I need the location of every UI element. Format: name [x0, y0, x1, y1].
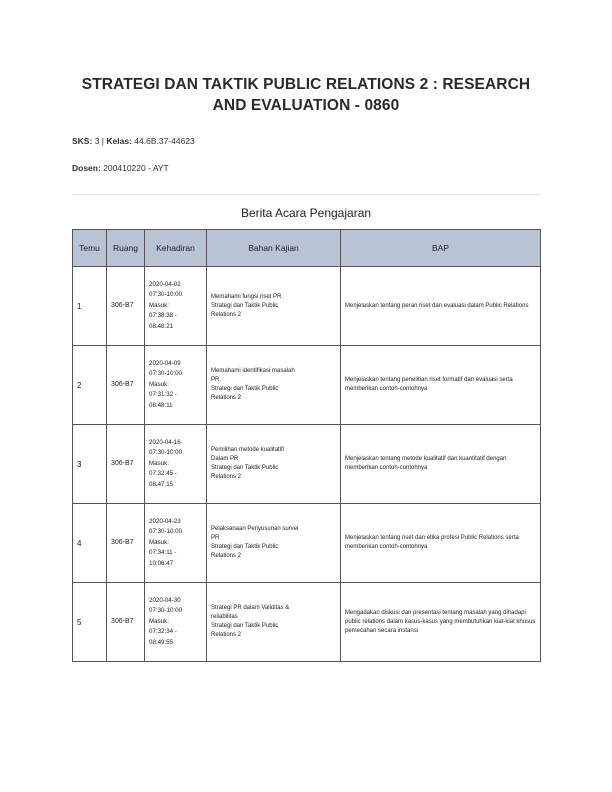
sks-value: 3	[94, 136, 100, 146]
attendance-label: Masuk:	[149, 301, 169, 309]
bap-text: Menjelaskan tentang riset dan etika profesi Public Relations serta memberikan contoh-contohnya	[345, 535, 519, 550]
cell-bahan-kajian	[207, 425, 341, 504]
bap-text: Menjelaskan tentang penelitian riset formatif dan evaluasi serta memberikan contoh-contohnya	[345, 377, 513, 392]
cell-bahan-kajian	[207, 267, 341, 346]
attendance-out: 08:48:21	[149, 322, 174, 330]
topic-line: Pelaksanaan Penyusunan survei	[211, 526, 299, 532]
attendance-out: 08:48:11	[149, 401, 173, 409]
header-ruang: Ruang	[107, 230, 145, 267]
topic-line: Dalam PR	[211, 456, 239, 462]
cell-bap	[341, 504, 541, 583]
topic-line: Pemilihan metode kualitatif/	[211, 447, 285, 453]
cell-ruang: 306-B7	[107, 583, 145, 662]
attendance-in: 07:31:32 -	[149, 391, 177, 399]
topic-line: Memahami fungsi riset PR	[211, 293, 282, 300]
course-meta	[72, 136, 540, 146]
header-bap: BAP	[341, 230, 541, 267]
attendance-date: 2020-04-16	[149, 438, 181, 446]
header-kehadiran: Kehadiran	[145, 230, 207, 267]
attendance-schedule: 07:30-10:00	[149, 370, 183, 378]
cell-kehadiran	[145, 425, 207, 504]
lecturer-meta	[72, 163, 540, 173]
attendance-out: 08:49:55	[149, 638, 174, 646]
attendance-date: 2020-04-23	[149, 517, 181, 525]
cell-bap	[341, 583, 541, 662]
attendance-out: 10:06:47	[149, 559, 174, 567]
dosen-label: Dosen:	[72, 163, 101, 173]
course-title: STRATEGI DAN TAKTIK PUBLIC RELATIONS 2 : RESEARCH AND EVALUATION - 0860	[81, 76, 531, 114]
table-header-row	[73, 230, 541, 267]
topic-line: Strategi dan Taktik Public	[211, 302, 279, 309]
attendance-out: 08:47:15	[149, 480, 174, 488]
teaching-record-table	[72, 229, 541, 662]
table-row	[73, 583, 541, 662]
topic-line: PR	[211, 377, 220, 383]
topic-line: Relations 2	[211, 395, 242, 401]
cell-kehadiran	[145, 583, 207, 662]
attendance-in: 07:32:45 -	[149, 470, 177, 478]
cell-bap	[341, 267, 541, 346]
topic-line: Strategi PR dalam Validitas &	[211, 605, 290, 611]
topic-line: Relations 2	[211, 632, 242, 638]
kelas-label: Kelas:	[106, 136, 132, 146]
table-row	[73, 425, 541, 504]
attendance-date: 2020-04-09	[149, 359, 181, 367]
topic-line: reliabilitas	[211, 614, 238, 620]
cell-ruang: 306-B7	[107, 425, 145, 504]
topic-line: Relations 2	[211, 474, 242, 480]
cell-temu: 2	[73, 346, 107, 425]
cell-temu: 4	[73, 504, 107, 583]
attendance-schedule: 07:30-10:00	[149, 607, 183, 615]
topic-line: Memahami identifikasi masalah	[211, 368, 295, 374]
table-row	[73, 504, 541, 583]
cell-ruang: 306-B7	[107, 346, 145, 425]
cell-bap	[341, 425, 541, 504]
topic-line: PR	[211, 535, 220, 541]
attendance-schedule: 07:30-10:00	[149, 528, 183, 536]
attendance-date: 2020-04-30	[149, 596, 181, 604]
cell-bahan-kajian	[207, 583, 341, 662]
attendance-schedule: 07:30-10:00	[149, 291, 183, 299]
bap-text: Menjelaskan tentang metode kualitatif dan kuantitatif dengan memberikan contoh-contohnya	[345, 456, 507, 471]
cell-ruang: 306-B7	[107, 267, 145, 346]
bap-text: Menjelaskan tentang peran riset dan evaluasi dalam Public Relations	[345, 302, 529, 309]
attendance-date: 2020-04-02	[149, 280, 181, 288]
header-temu: Temu	[73, 230, 107, 267]
cell-ruang: 306-B7	[107, 504, 145, 583]
cell-kehadiran	[145, 346, 207, 425]
topic-line: Relations 2	[211, 311, 242, 318]
attendance-label: Masuk:	[149, 380, 169, 388]
cell-bahan-kajian	[207, 346, 341, 425]
dosen-value: 200410220 - AYT	[103, 163, 169, 173]
header-bahan-kajian: Bahan Kajian	[207, 230, 341, 267]
attendance-label: Masuk:	[149, 459, 169, 467]
divider	[72, 194, 540, 195]
topic-line: Relations 2	[211, 553, 242, 559]
topic-line: Strategi dan Taktik Public	[211, 386, 279, 392]
attendance-in: 07:38:38 -	[149, 312, 177, 320]
topic-line: Strategi dan Taktik Public	[211, 623, 279, 629]
cell-temu: 5	[73, 583, 107, 662]
cell-temu: 3	[73, 425, 107, 504]
cell-kehadiran	[145, 267, 207, 346]
table-row	[73, 267, 541, 346]
section-title: Berita Acara Pengajaran	[240, 206, 372, 220]
attendance-label: Masuk:	[149, 538, 169, 546]
kelas-value: 44.6B.37-44623	[134, 136, 195, 146]
table-row	[73, 346, 541, 425]
sks-label: SKS:	[72, 136, 93, 146]
cell-bahan-kajian	[207, 504, 341, 583]
bap-text: Mengadakan diskusi dan presentasi tentang masalah yang dihadapi public relations dalam kasus-kasus yang membutuhkan kiat-kiat khusus pemecahan secara instansi	[345, 609, 536, 634]
attendance-schedule: 07:30-10:00	[149, 449, 183, 457]
document-page	[72, 0, 540, 662]
cell-kehadiran	[145, 504, 207, 583]
cell-bap	[341, 346, 541, 425]
topic-line: Strategi dan Taktik Public	[211, 465, 279, 471]
attendance-in: 07:32:34 -	[149, 628, 177, 636]
topic-line: Strategi dan Taktik Public	[211, 544, 279, 550]
meta-separator: |	[101, 136, 105, 146]
attendance-in: 07:34:11 -	[149, 549, 177, 557]
attendance-label: Masuk:	[149, 617, 169, 625]
cell-temu: 1	[73, 267, 107, 346]
